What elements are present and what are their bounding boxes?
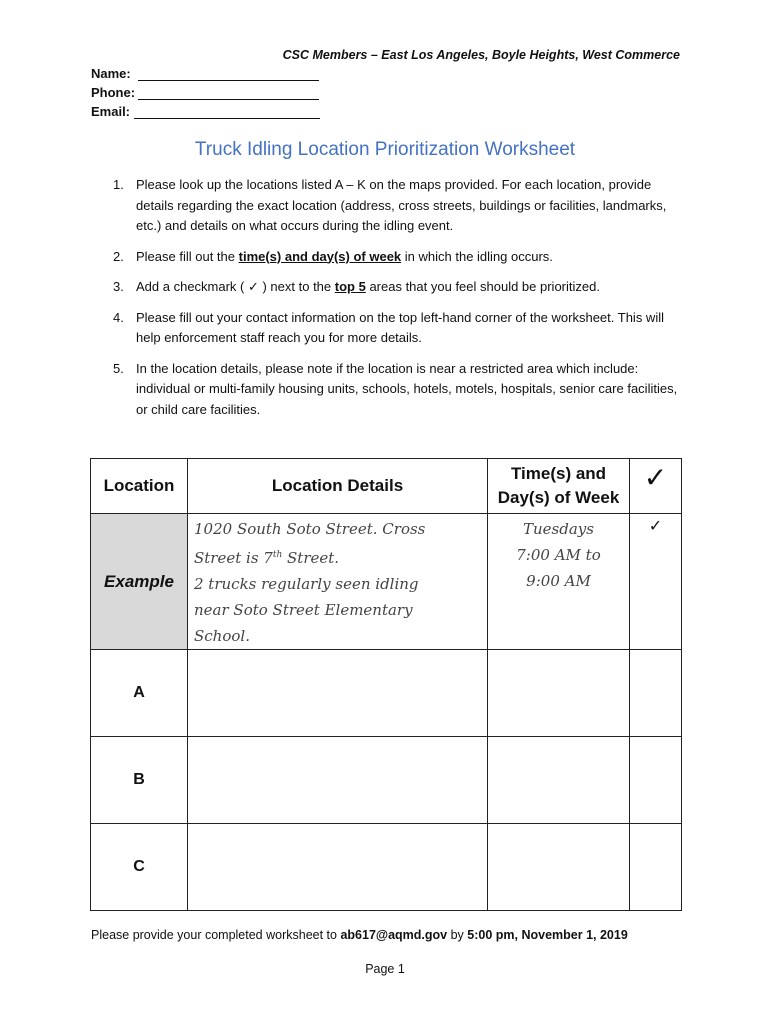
submission-note <box>91 928 628 942</box>
header-day-line: Day(s) of Week <box>497 488 620 507</box>
row-b-label: B <box>91 737 188 824</box>
instruction-item-5 <box>113 359 683 421</box>
instruction-item-3 <box>113 277 683 298</box>
row-c-time-cell[interactable] <box>488 824 630 911</box>
email-blank-line[interactable] <box>134 118 320 119</box>
location-table <box>90 458 682 911</box>
group-header: CSC Members – East Los Angeles, Boyle Heights, West Commerce <box>282 48 680 62</box>
row-a-details-cell[interactable] <box>188 650 488 737</box>
example-time <box>488 514 630 650</box>
instruction-text: Add a checkmark ( ✓ ) next to the <box>136 279 335 294</box>
submission-text: Please provide your completed worksheet to <box>91 928 341 942</box>
header-time-line: Time(s) and <box>510 464 607 483</box>
example-details-line <box>194 542 487 571</box>
row-c-details-cell[interactable] <box>188 824 488 911</box>
instruction-number: 4. <box>113 309 124 325</box>
instruction-emphasis: top 5 <box>334 279 366 294</box>
phone-label: Phone: <box>91 85 136 100</box>
instruction-text: Please look up the locations listed A – K on the maps provided. For each location, provide details regarding the exact location (address, cross streets, buildings or facilities, landmarks, etc.) and details on what occurs during the idling event. <box>136 177 667 233</box>
table-row-example <box>91 514 682 650</box>
instruction-text: areas that you feel should be prioritized. <box>365 279 600 294</box>
instruction-list <box>113 175 683 430</box>
example-checkmark: ✓ <box>630 514 682 650</box>
instruction-number: 5. <box>113 360 124 376</box>
header-time-day <box>488 459 630 514</box>
example-details-line: School. <box>194 627 250 645</box>
instruction-text: in which the idling occurs. <box>401 248 553 264</box>
instruction-number: 2. <box>113 248 124 264</box>
page-title: Truck Idling Location Prioritization Worksheet <box>194 139 576 160</box>
row-a-check-cell[interactable] <box>630 650 682 737</box>
instruction-number: 3. <box>113 279 124 294</box>
instruction-text: In the location details, please note if the location is near a restricted area which include: individual or multi-family housing units, schools, hotels, motels, hospitals, senior care facilities, or child care facilities. <box>136 360 678 417</box>
example-time-line: Tuesdays <box>523 520 594 538</box>
row-a-label: A <box>91 650 188 737</box>
header-location: Location <box>91 459 188 514</box>
name-label: Name: <box>91 66 131 81</box>
row-c-label: C <box>91 824 188 911</box>
example-details-line: 1020 South Soto Street. Cross <box>194 520 426 538</box>
submission-email: ab617@aqmd.gov <box>340 928 448 942</box>
example-details-text: Street is 7 <box>194 549 273 567</box>
name-field[interactable] <box>91 66 131 81</box>
example-time-line: 9:00 AM <box>526 572 591 590</box>
table-row-a <box>91 650 682 737</box>
example-details-line: near Soto Street Elementary <box>194 601 413 619</box>
row-b-time-cell[interactable] <box>488 737 630 824</box>
row-b-check-cell[interactable] <box>630 737 682 824</box>
phone-blank-line[interactable] <box>138 99 319 100</box>
example-time-line: 7:00 AM to <box>516 546 601 564</box>
page-number: Page 1 <box>365 962 405 976</box>
instruction-text: Please fill out the <box>136 248 239 264</box>
instruction-item-2 <box>113 247 683 268</box>
phone-field[interactable] <box>91 85 135 100</box>
header-location-details: Location Details <box>188 459 488 514</box>
table-row-b <box>91 737 682 824</box>
email-label: Email: <box>91 104 131 119</box>
email-field[interactable] <box>91 104 130 119</box>
instruction-number: 1. <box>113 177 124 192</box>
instruction-text: Please fill out your contact information on the top left-hand corner of the worksheet. This will help enforcement staff reach you for more details. <box>136 309 664 345</box>
example-details-superscript: th <box>272 550 283 560</box>
example-details-line: 2 trucks regularly seen idling <box>194 575 419 593</box>
instruction-item-1 <box>113 175 683 237</box>
row-b-details-cell[interactable] <box>188 737 488 824</box>
instruction-item-4 <box>113 308 683 349</box>
example-location-label: Example <box>91 514 188 650</box>
submission-deadline: 5:00 pm, November 1, 2019 <box>467 928 628 942</box>
example-details <box>188 514 488 650</box>
instruction-emphasis: time(s) and day(s) of week <box>238 248 402 264</box>
table-header-row <box>91 459 682 514</box>
name-blank-line[interactable] <box>138 80 319 81</box>
table-row-c <box>91 824 682 911</box>
row-a-time-cell[interactable] <box>488 650 630 737</box>
example-details-text: Street. <box>282 549 340 567</box>
row-c-check-cell[interactable] <box>630 824 682 911</box>
header-checkmark: ✓ <box>630 459 682 514</box>
submission-text: by <box>447 928 468 942</box>
